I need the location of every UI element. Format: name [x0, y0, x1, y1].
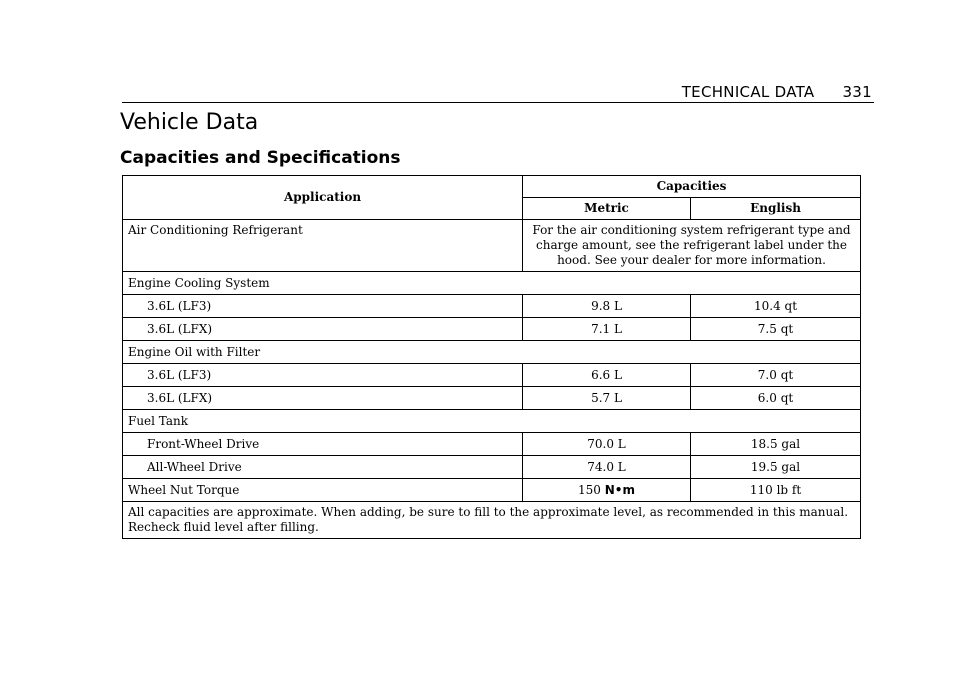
running-header [682, 83, 872, 101]
metric-value: 5.7 L [523, 387, 691, 410]
page-title: Vehicle Data [120, 110, 259, 135]
metric-value: 70.0 L [523, 433, 691, 456]
english-value: 7.0 qt [691, 364, 861, 387]
table-row [123, 295, 861, 318]
metric-value: 74.0 L [523, 456, 691, 479]
row-label: 3.6L (LFX) [123, 387, 523, 410]
metric-value [523, 479, 691, 502]
english-value: 19.5 gal [691, 456, 861, 479]
english-value: 7.5 qt [691, 318, 861, 341]
table-row [123, 433, 861, 456]
table-header-row [123, 176, 861, 198]
footnote-line: All capacities are approximate. When adding, be sure to fill to the approximate level, as recommended in this manual. [128, 505, 849, 519]
section-subtitle: Capacities and Specifications [120, 148, 401, 168]
category-label: Engine Cooling System [123, 272, 861, 295]
category-label: Engine Oil with Filter [123, 341, 861, 364]
header-capacities: Capacities [523, 176, 861, 198]
table-row-category [123, 272, 861, 295]
ac-note: For the air conditioning system refrigerant type and charge amount, see the refrigerant label under the hood. See your dealer for more information. [523, 220, 861, 272]
table-row-torque [123, 479, 861, 502]
english-value: 10.4 qt [691, 295, 861, 318]
table-row-footnote [123, 502, 861, 539]
table-row-ac [123, 220, 861, 272]
header-metric: Metric [523, 198, 691, 220]
page-number: 331 [842, 83, 872, 101]
table-row [123, 318, 861, 341]
row-label: 3.6L (LFX) [123, 318, 523, 341]
table-row [123, 456, 861, 479]
table-row [123, 387, 861, 410]
metric-value: 6.6 L [523, 364, 691, 387]
header-english: English [691, 198, 861, 220]
row-label: Front-Wheel Drive [123, 433, 523, 456]
row-label: Wheel Nut Torque [123, 479, 523, 502]
metric-value: 9.8 L [523, 295, 691, 318]
table-row [123, 364, 861, 387]
english-value: 6.0 qt [691, 387, 861, 410]
table-row-category [123, 341, 861, 364]
header-rule [122, 102, 874, 103]
row-label: 3.6L (LF3) [123, 295, 523, 318]
section-title: TECHNICAL DATA [681, 83, 815, 101]
header-application: Application [123, 176, 523, 220]
footnote [123, 502, 861, 539]
english-value: 18.5 gal [691, 433, 861, 456]
torque-unit: N•m [604, 482, 635, 497]
row-label: 3.6L (LF3) [123, 364, 523, 387]
row-label: All-Wheel Drive [123, 456, 523, 479]
torque-number: 150 [578, 482, 601, 497]
category-label: Fuel Tank [123, 410, 861, 433]
english-value: 110 lb ft [691, 479, 861, 502]
row-label: Air Conditioning Refrigerant [123, 220, 523, 272]
capacities-table [122, 175, 861, 539]
table-row-category [123, 410, 861, 433]
footnote-line: Recheck fluid level after filling. [128, 520, 319, 534]
metric-value: 7.1 L [523, 318, 691, 341]
